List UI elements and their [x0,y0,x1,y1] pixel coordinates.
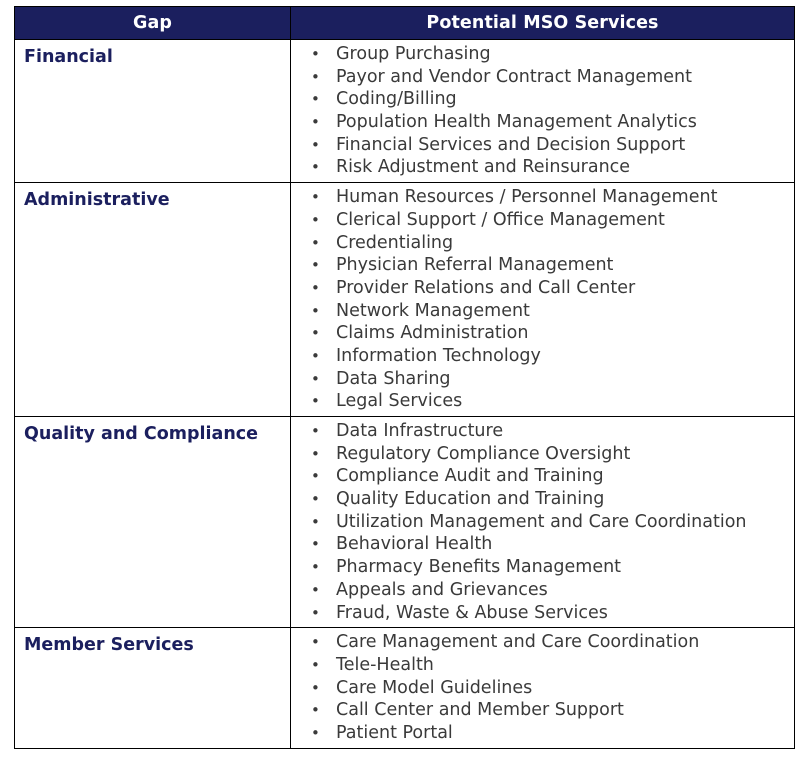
service-text: Population Health Management Analytics [336,112,697,133]
service-text: Pharmacy Benefits Management [336,557,622,578]
service-text: Data Infrastructure [336,421,504,441]
list-item [291,699,794,722]
table-header-row [15,7,795,40]
list-item [291,420,794,443]
bullet-icon: • [311,158,320,177]
table-row [15,183,795,417]
header-gap: Gap [15,7,291,40]
service-text: Care Management and Care Coordination [336,632,700,653]
service-text: Appeals and Grievances [336,579,548,600]
service-text: Patient Portal [336,722,453,743]
bullet-icon: • [311,233,320,252]
list-item [291,556,794,579]
gap-cell: Member Services [15,628,291,748]
list-item [291,368,794,391]
service-text: Call Center and Member Support [336,700,624,721]
bullet-icon: • [311,90,320,109]
services-list [291,631,794,744]
service-text: Network Management [336,300,530,321]
gap-services-table [14,6,795,749]
service-text: Group Purchasing [336,44,491,64]
bullet-icon: • [311,45,320,63]
header-potential-mso-services: Potential MSO Services [291,7,795,40]
services-cell [291,628,795,748]
list-item [291,345,794,368]
list-item [291,390,794,413]
services-cell [291,417,795,628]
bullet-icon: • [311,512,320,531]
service-text: Physician Referral Management [336,255,614,276]
bullet-icon: • [311,655,320,674]
list-item [291,66,794,89]
list-item [291,488,794,511]
service-text: Care Model Guidelines [336,677,533,698]
bullet-icon: • [311,67,320,86]
table-body [15,40,795,749]
bullet-icon: • [311,633,320,652]
bullet-icon: • [311,701,320,720]
bullet-icon: • [311,256,320,275]
bullet-icon: • [311,723,320,742]
service-text: Tele-Health [336,654,434,675]
service-text: Payor and Vendor Contract Management [336,66,692,87]
bullet-icon: • [311,603,320,622]
services-list [291,43,794,179]
service-text: Credentialing [336,232,454,253]
service-text: Human Resources / Personnel Management [336,187,718,208]
gap-cell: Quality and Compliance [15,417,291,628]
list-item [291,111,794,134]
table-row [15,40,795,183]
service-text: Regulatory Compliance Oversight [336,443,631,464]
service-text: Quality Education and Training [336,489,605,510]
services-cell [291,183,795,417]
list-item [291,156,794,179]
list-item [291,134,794,157]
service-text: Coding/Billing [336,89,457,110]
bullet-icon: • [311,558,320,577]
list-item [291,722,794,745]
bullet-icon: • [311,113,320,132]
list-item [291,209,794,232]
bullet-icon: • [311,490,320,509]
list-item [291,186,794,209]
bullet-icon: • [311,278,320,297]
bullet-icon: • [311,324,320,343]
list-item [291,88,794,111]
bullet-icon: • [311,369,320,388]
service-text: Claims Administration [336,323,529,344]
list-item [291,465,794,488]
services-cell [291,40,795,183]
bullet-icon: • [311,392,320,411]
list-item [291,654,794,677]
service-text: Utilization Management and Care Coordination [336,511,747,532]
list-item [291,533,794,556]
list-item [291,602,794,625]
list-item [291,300,794,323]
list-item [291,254,794,277]
bullet-icon: • [311,535,320,554]
services-list [291,186,794,413]
list-item [291,511,794,534]
service-text: Provider Relations and Call Center [336,277,636,298]
service-text: Compliance Audit and Training [336,466,604,487]
bullet-icon: • [311,678,320,697]
service-text: Clerical Support / Office Management [336,209,665,230]
services-list [291,420,794,624]
list-item [291,322,794,345]
service-text: Financial Services and Decision Support [336,134,686,155]
bullet-icon: • [311,135,320,154]
bullet-icon: • [311,467,320,486]
service-text: Information Technology [336,345,541,366]
list-item [291,677,794,700]
bullet-icon: • [311,188,320,207]
list-item [291,277,794,300]
service-text: Behavioral Health [336,534,493,555]
service-text: Risk Adjustment and Reinsurance [336,157,631,178]
gap-cell: Administrative [15,183,291,417]
list-item [291,43,794,66]
table-row [15,417,795,628]
list-item [291,579,794,602]
table-row [15,628,795,748]
list-item [291,232,794,255]
service-text: Fraud, Waste & Abuse Services [336,602,608,623]
list-item [291,631,794,654]
bullet-icon: • [311,301,320,320]
bullet-icon: • [311,210,320,229]
bullet-icon: • [311,346,320,365]
service-text: Data Sharing [336,368,451,389]
service-text: Legal Services [336,391,463,412]
bullet-icon: • [311,580,320,599]
bullet-icon: • [311,444,320,463]
gap-cell: Financial [15,40,291,183]
bullet-icon: • [311,422,320,440]
list-item [291,443,794,466]
